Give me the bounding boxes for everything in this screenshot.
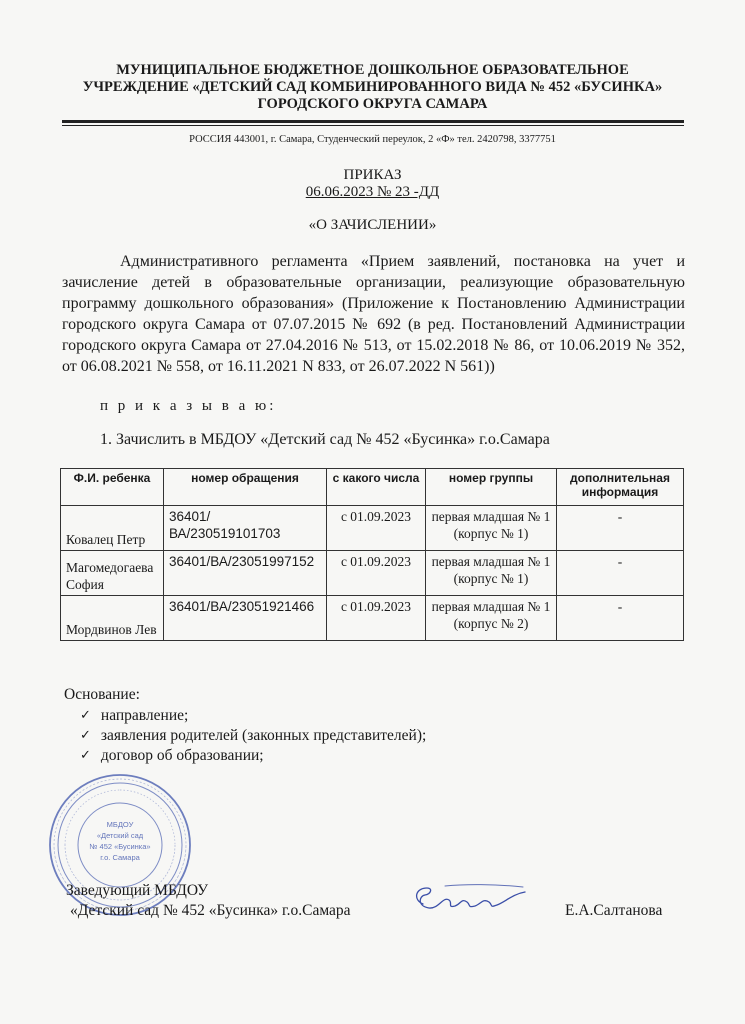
basis-item-label: договор об образовании;: [100, 747, 264, 764]
group-number: первая младшая № 1 (корпус № 1): [426, 551, 557, 596]
stamp-text: № 452 «Бусинка»: [89, 842, 151, 851]
application-number: 36401/ВА/230519101703: [164, 506, 327, 551]
header-divider-thin: [62, 125, 684, 126]
signatory-organization: «Детский сад № 452 «Бусинка» г.о.Самара: [70, 902, 351, 919]
column-header: Ф.И. ребенка: [61, 469, 164, 506]
order-date-number: 06.06.2023 № 23 -ДД: [305, 184, 440, 200]
basis-item-label: заявления родителей (законных представителей);: [100, 727, 427, 744]
order-item-1: 1. Зачислить в МБДОУ «Детский сад № 452 «Бусинка» г.о.Самара: [100, 431, 550, 448]
child-name: Магомедогаева София: [61, 551, 164, 596]
basis-title: Основание:: [64, 686, 140, 703]
enroll-date: с 01.09.2023: [327, 551, 426, 596]
header-line-3: ГОРОДСКОГО ОКРУГА САМАРА: [257, 96, 488, 112]
application-number: 36401/ВА/23051921466: [164, 596, 327, 641]
stamp-text: МБДОУ: [106, 820, 134, 829]
stamp-text: г.о. Самара: [100, 853, 140, 862]
column-header: номер группы: [426, 469, 557, 506]
child-name: Мордвинов Лев: [61, 596, 164, 641]
institution-header: [60, 62, 685, 113]
check-icon: ✓: [80, 748, 91, 763]
basis-list: [80, 706, 426, 766]
order-subject: «О ЗАЧИСЛЕНИИ»: [308, 217, 437, 233]
signatory-name: Е.А.Салтанова: [565, 902, 663, 919]
enroll-date: с 01.09.2023: [327, 506, 426, 551]
header-line-1: МУНИЦИПАЛЬНОЕ БЮДЖЕТНОЕ ДОШКОЛЬНОЕ ОБРАЗОВАТЕЛЬНОЕ: [116, 62, 629, 78]
order-title: ПРИКАЗ: [343, 167, 402, 183]
additional-info: -: [557, 506, 684, 551]
list-item: [80, 726, 426, 746]
group-number: первая младшая № 1 (корпус № 1): [426, 506, 557, 551]
additional-info: -: [557, 551, 684, 596]
handwritten-signature: [405, 878, 535, 918]
list-item: [80, 746, 426, 766]
list-item: [80, 706, 426, 726]
column-header: номер обращения: [164, 469, 327, 506]
check-icon: ✓: [80, 728, 91, 743]
column-header: дополнительная информация: [557, 469, 684, 506]
check-icon: ✓: [80, 708, 91, 723]
table-header-row: [61, 469, 684, 506]
basis-item-label: направление;: [100, 707, 189, 724]
table-row: [61, 596, 684, 641]
column-header: с какого числа: [327, 469, 426, 506]
child-name: Ковалец Петр: [61, 506, 164, 551]
address-line: РОССИЯ 443001, г. Самара, Студенческий переулок, 2 «Ф» тел. 2420798, 3377751: [189, 134, 556, 145]
application-number: 36401/ВА/23051997152: [164, 551, 327, 596]
header-line-2: УЧРЕЖДЕНИЕ «ДЕТСКИЙ САД КОМБИНИРОВАННОГО ВИДА № 452 «БУСИНКА»: [82, 79, 663, 95]
table-row: [61, 506, 684, 551]
stamp-text: «Детский сад: [96, 831, 144, 840]
order-body-text: Административного регламента «Прием заявлений, постановка на учет и зачисление детей в образовательные организации, реализующие образовательную программу дошкольного образования» (Приложение к Постановлению Администрации городского округа Самара от 07.07.2015 № 692 (в ред. Постановлений Администрации городского округа Самара от 27.04.2016 № 513, от 15.02.2018 № 86, от 10.06.2019 № 352, от 06.08.2021 № 558, от 16.11.2021 N 833, от 26.07.2022 N 561)): [62, 253, 685, 375]
enroll-date: с 01.09.2023: [327, 596, 426, 641]
order-directive: п р и к а з ы в а ю:: [100, 398, 277, 414]
table-row: [61, 551, 684, 596]
enrollment-table: [60, 468, 684, 641]
additional-info: -: [557, 596, 684, 641]
signatory-title: Заведующий МБДОУ: [66, 882, 209, 899]
header-divider-thick: [62, 120, 684, 123]
group-number: первая младшая № 1 (корпус № 2): [426, 596, 557, 641]
